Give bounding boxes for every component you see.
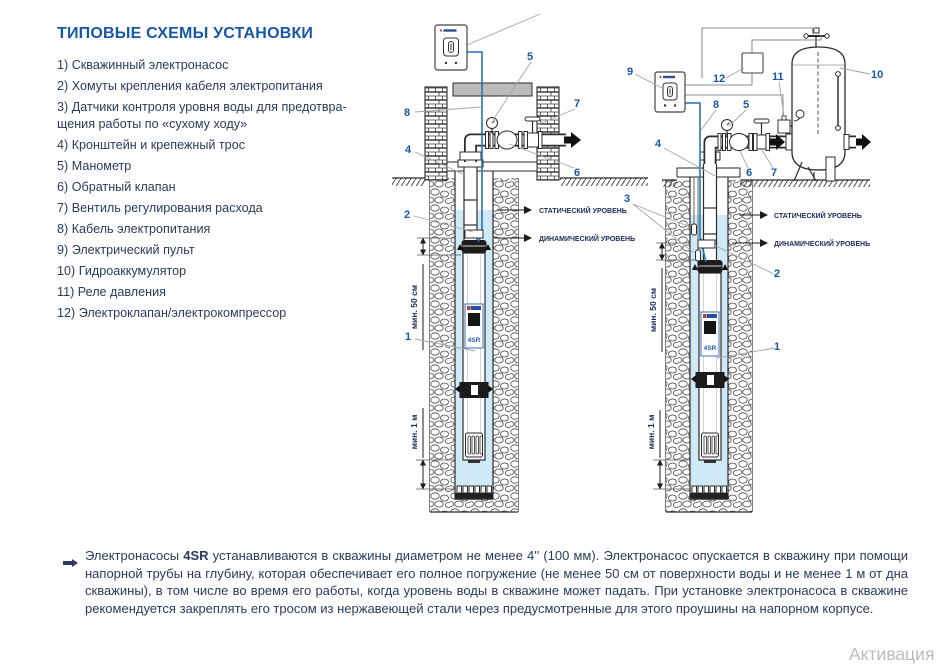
water-levels [732,211,870,248]
hydroaccumulator-tank [792,28,871,181]
callout-12: 12 [713,73,726,85]
tank-outlet [844,134,871,150]
note-prefix: Электронасосы [85,548,184,563]
legend-item-10: 10) Гидроаккумулятор [57,263,187,278]
legend-item-5: 5) Манометр [57,158,132,173]
cable-clamp [698,240,715,248]
well-bottom-gravel [690,486,728,499]
pump-suction-screen [466,433,483,457]
min-50cm-label: мин. 50 см [648,287,658,333]
callout-11: 11 [772,71,784,83]
callout-2: 2 [774,268,781,280]
legend-item-2: 2) Хомуты крепления кабеля электропитания [57,79,323,93]
pump-cable-guard [455,382,493,398]
callout-7: 7 [574,98,581,110]
dynamic-level-label: ДИНАМИЧЕСКИЙ УРОВЕНЬ [539,236,636,243]
min-1m-label: мин. 1 м [409,414,419,450]
tank-top-valve [804,28,829,47]
parts-legend [57,57,372,326]
callout-1: 1 [405,331,412,343]
pressure-switch [778,116,792,133]
legend-item-3: 3) Датчики контроля уровня воды для предотвра- щения работы по «сухому ходу» [57,100,347,131]
pump-label [701,312,719,356]
legend-item-6: 6) Обратный клапан [57,179,176,194]
callout-4: 4 [405,144,412,156]
control-panel [655,72,685,112]
pump-model-text: 4SR [703,345,717,352]
callout-6: 6 [746,167,753,179]
right-arrow-icon [63,561,72,565]
pit-cover-slab [453,83,532,96]
legend-item-11: 11) Реле давления [57,284,166,299]
page-title: ТИПОВЫЕ СХЕМЫ УСТАНОВКИ [57,25,314,42]
callout-6: 6 [574,167,581,179]
min-50cm-label: мин. 50 см [409,284,419,330]
activation-watermark: Активация [849,644,935,664]
note-model: 4SR [183,548,209,563]
callout-10: 10 [871,69,884,81]
legend-item-4: 4) Кронштейн и крепежный трос [57,137,245,152]
callout-8: 8 [404,107,411,119]
note-bullet [63,547,85,617]
callout-4: 4 [655,138,662,150]
diagram-well-with-pit [390,12,652,522]
solenoid-compressor-box [742,53,763,73]
pump-cable-guard [691,372,729,388]
cable-clamp [465,230,483,238]
pump-model-text: 4SR [467,337,481,344]
legend-item-8: 8) Кабель электропитания [57,221,211,236]
flow-direction-arrow [564,132,581,148]
well-bottom-gravel [455,486,493,499]
flow-direction-arrow [856,134,871,150]
callout-5: 5 [527,51,534,63]
control-panel [435,14,540,70]
legend-item-9: 9) Электрический пульт [57,242,195,257]
callout-8: 8 [713,99,720,111]
callout-1: 1 [774,341,781,353]
pit-wall-left [425,87,447,180]
pump-suction-screen [702,433,719,457]
legend-item-12: 12) Электроклапан/электрокомпрессор [57,305,287,320]
static-level-label: СТАТИЧЕСКИЙ УРОВЕНЬ [774,213,862,220]
dynamic-level-label: ДИНАМИЧЕСКИЙ УРОВЕНЬ [774,241,871,248]
check-valve [728,134,753,151]
note-body: устанавливаются в скважины диаметром не менее 4'' (100 мм). Электронасос опускается в скважину при помощи напорной трубы на глубину, которая обеспечивает его полное погружение (не менее 50 см от поверхности воды и не менее 1 м от дна скважины), в том числе во время его работы, когда уровень воды в скважине может падать. При установке электронасоса в скважине рекомендуется закреплять его тросом из нержавеющей стали через предусмотренные для этого проушины на напорном корпусе. [85,548,909,616]
note-text [85,547,908,617]
diagram-well-with-tank [618,12,936,522]
ground-surface [662,180,870,187]
legend-item-1: 1) Скважинный электронасос [57,58,229,72]
flow-regulation-valve [754,119,770,151]
callout-7: 7 [771,167,778,179]
callout-3: 3 [624,193,631,205]
pump-label [465,304,483,348]
callout-5: 5 [743,99,750,111]
callout-2: 2 [404,209,411,221]
legend-item-7: 7) Вентиль регулирования расхода [57,200,263,215]
min-1m-label: мин. 1 м [646,414,656,450]
installation-note [63,547,908,617]
static-level-label: СТАТИЧЕСКИЙ УРОВЕНЬ [539,208,627,215]
callout-9: 9 [627,66,634,78]
